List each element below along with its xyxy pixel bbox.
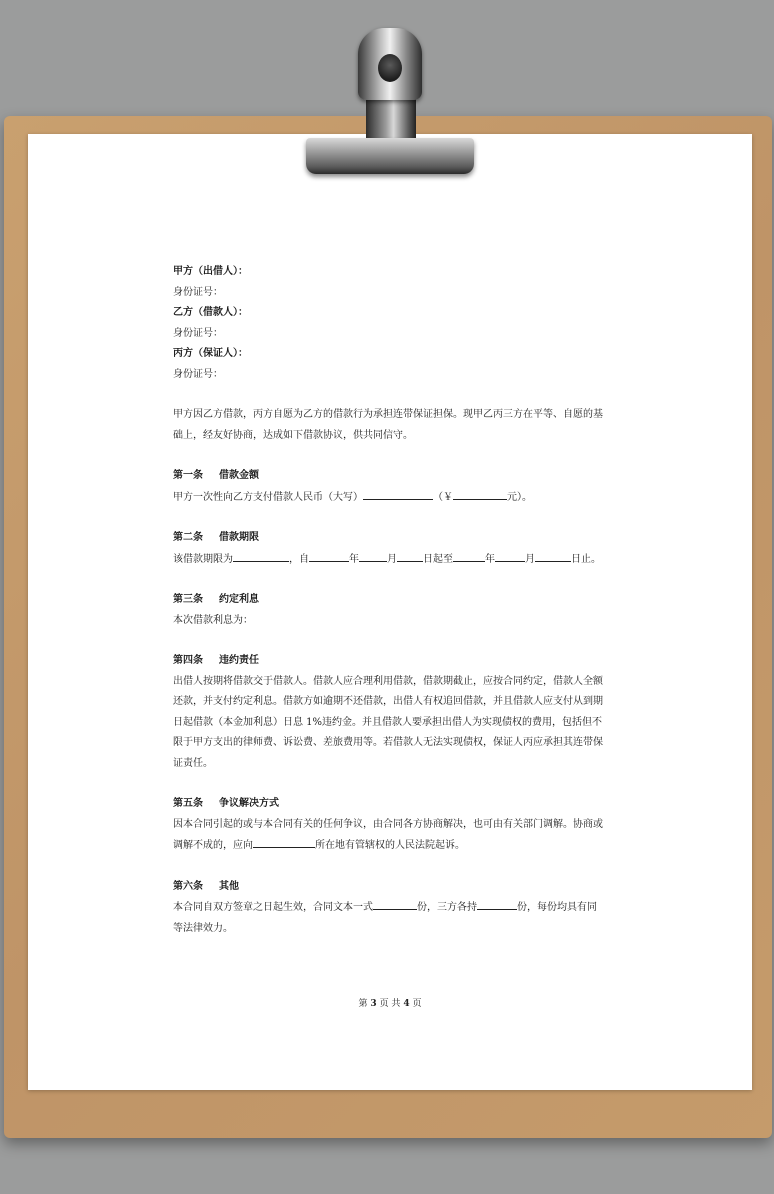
article-1-title xyxy=(173,466,605,487)
article-3-text: 本次借款利息为： xyxy=(173,614,253,626)
article-5-title xyxy=(173,794,605,815)
clip-hole xyxy=(378,54,402,82)
end-year-blank[interactable] xyxy=(453,549,485,562)
party-b-id: 身份证号： xyxy=(173,327,223,339)
article-3-heading: 约定利息 xyxy=(219,594,259,605)
amount-number-blank[interactable] xyxy=(453,487,507,500)
copies-each-blank[interactable] xyxy=(477,897,517,910)
article-4-number: 第四条 xyxy=(173,655,203,666)
article-4-text: 出借人按期将借款交于借款人。借款人应合理利用借款，借款期截止，应按合同约定，借款人全额还款，并支付约定利息。借款方如逾期不还借款，出借人有权追回借款，并且借款人应支付从到期日起借款（本金加利息）日息 1%违约金。并且借款人要承担出借人为实现债权的费用，包括但不限于甲方支出的律师费、诉讼费、差旅费用等。若借款人无法实现债权，保证人丙应承担其连带保证责任。 xyxy=(173,675,603,769)
article-6-text: 本合同自双方签章之日起生效，合同文本一式 份，三方各持 份，每份均具有同等法律效力。 xyxy=(173,897,605,939)
article-5-number: 第五条 xyxy=(173,798,203,809)
article-2-number: 第二条 xyxy=(173,532,203,543)
total-pages: 4 xyxy=(403,999,410,1009)
article-5-heading: 争议解决方式 xyxy=(219,798,279,809)
contract-body xyxy=(173,262,605,939)
article-6-number: 第六条 xyxy=(173,880,203,892)
article-1-text: 甲方一次性向乙方支付借款人民币（大写） （￥ 元）。 xyxy=(173,487,605,509)
term-blank[interactable] xyxy=(233,549,289,562)
page-number: 第 3 页 共 4 页 xyxy=(358,999,422,1009)
amount-words-blank[interactable] xyxy=(363,487,433,500)
intro-paragraph: 甲方因乙方借款，丙方自愿为乙方的借款行为承担连带保证担保。现甲乙丙三方在平等、自愿的基础上，经友好协商，达成如下借款协议，供共同信守。 xyxy=(173,409,603,441)
start-year-blank[interactable] xyxy=(309,549,349,562)
article-4-title xyxy=(173,651,605,672)
article-3-number: 第三条 xyxy=(173,594,203,605)
clip-base xyxy=(306,138,474,174)
start-month-blank[interactable] xyxy=(359,549,387,562)
article-2-text: 该借款期限为 ，自 年 月 日起至 年 月 日止。 xyxy=(173,549,605,571)
article-1-heading: 借款金额 xyxy=(219,470,259,481)
article-6-title xyxy=(173,877,605,898)
article-2-heading: 借款期限 xyxy=(219,532,259,543)
party-a-label: 甲方（出借人）： xyxy=(173,266,248,277)
party-a-id: 身份证号： xyxy=(173,286,223,298)
article-5-text: 因本合同引起的或与本合同有关的任何争议，由合同各方协商解决，也可由有关部门调解。协商或调解不成的，应向 所在地有管辖权的人民法院起诉。 xyxy=(173,818,603,851)
court-location-blank[interactable] xyxy=(253,835,315,848)
end-day-blank[interactable] xyxy=(535,549,571,562)
article-6-heading: 其他 xyxy=(219,880,239,892)
start-day-blank[interactable] xyxy=(397,549,423,562)
party-c-label: 丙方（保证人）： xyxy=(173,348,248,359)
party-c-id: 身份证号： xyxy=(173,368,223,380)
end-month-blank[interactable] xyxy=(495,549,525,562)
article-3-title xyxy=(173,590,605,611)
party-b-label: 乙方（借款人）： xyxy=(173,307,248,318)
article-2-title xyxy=(173,528,605,549)
article-1-number: 第一条 xyxy=(173,470,203,481)
current-page: 3 xyxy=(370,999,377,1009)
copies-total-blank[interactable] xyxy=(373,897,417,910)
article-4-heading: 违约责任 xyxy=(219,655,259,666)
